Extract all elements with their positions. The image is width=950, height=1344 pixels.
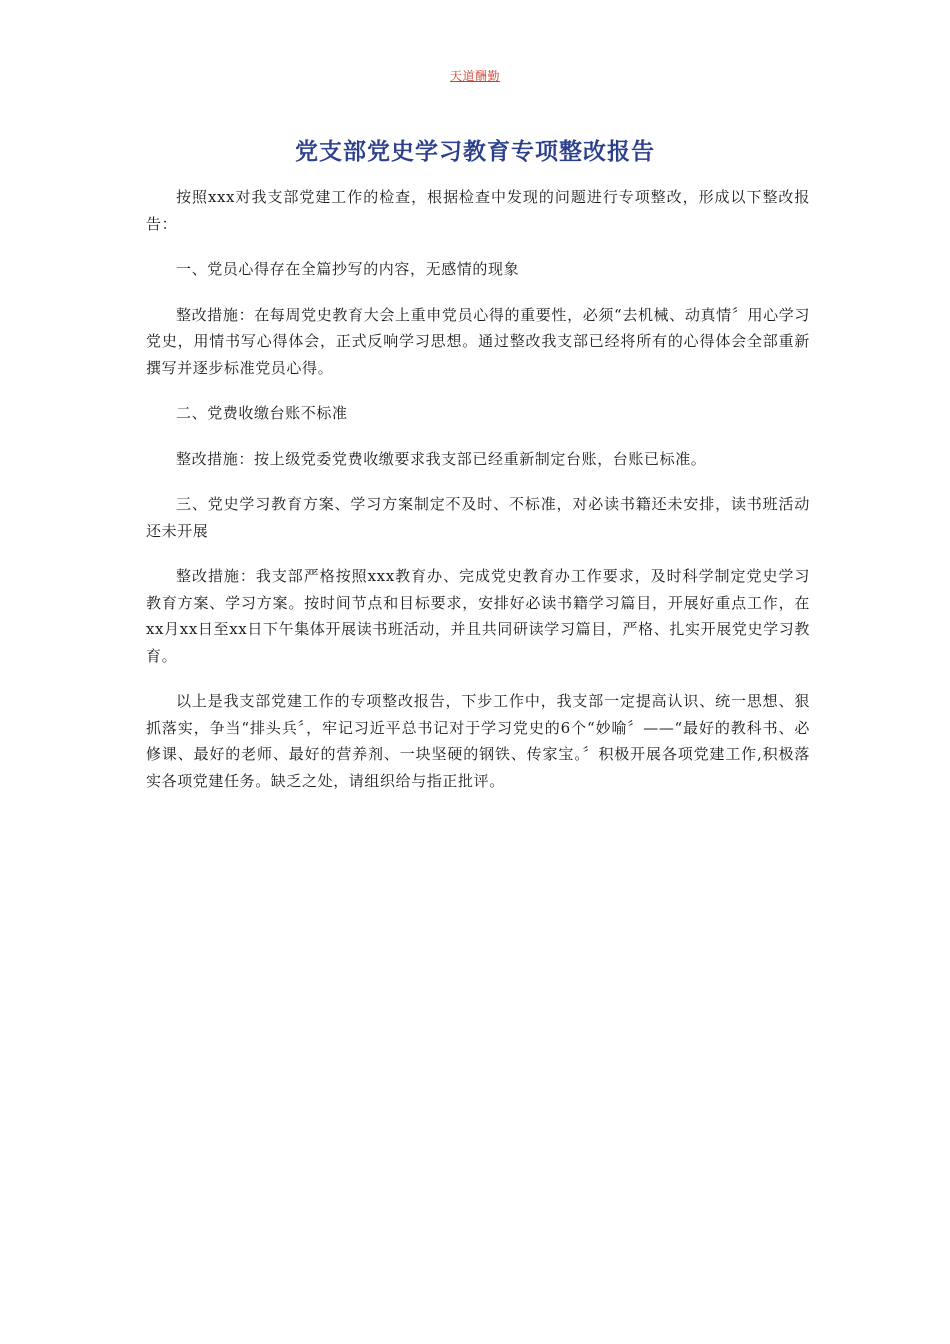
document-body <box>146 184 810 813</box>
measure-paragraph-3: 整改措施：我支部严格按照xxx教育办、完成党史教育办工作要求，及时科学制定党史学习教育方案、学习方案。按时间节点和目标要求，安排好必读书籍学习篇目，开展好重点工作，在xx月xx日至xx日下午集体开展读书班活动，并且共同研读学习篇目，严格、扎实开展党史学习教育。 <box>146 567 810 665</box>
measure-paragraph-2: 整改措施：按上级党委党费收缴要求我支部已经重新制定台账，台账已标准。 <box>176 449 707 468</box>
header-watermark-link[interactable]: 天道酬勤 <box>449 69 500 83</box>
issue-heading-2: 二、党费收缴台账不标准 <box>176 404 348 422</box>
measure-paragraph-1: 整改措施：在每周党史教育大会上重申党员心得的重要性，必须“去机械、动真情〞用心学习党史，用情书写心得体会，正式反响学习思想。通过整改我支部已经将所有的心得体会全部重新撰写并逐步标准党员心得。 <box>146 305 810 377</box>
intro-paragraph: 按照xxx对我支部党建工作的检查，根据检查中发现的问题进行专项整改，形成以下整改报告： <box>146 188 810 233</box>
document-title: 党支部党史学习教育专项整改报告 <box>295 139 655 165</box>
conclusion-paragraph: 以上是我支部党建工作的专项整改报告，下步工作中，我支部一定提高认识、统一思想、狠抓落实，争当“排头兵〞，牢记习近平总书记对于学习党史的6个“妙喻〞——“最好的教科书、必修课、最好的老师、最好的营养剂、一块坚硬的钢铁、传家宝。〞积极开展各项党建工作,积极落实各项党建任务。缺乏之处，请组织给与指正批评。 <box>146 692 810 790</box>
issue-heading-1: 一、党员心得存在全篇抄写的内容，无感情的现象 <box>176 260 520 278</box>
issue-heading-3: 三、党史学习教育方案、学习方案制定不及时、不标准，对必读书籍还未安排，读书班活动还未开展 <box>146 495 810 540</box>
